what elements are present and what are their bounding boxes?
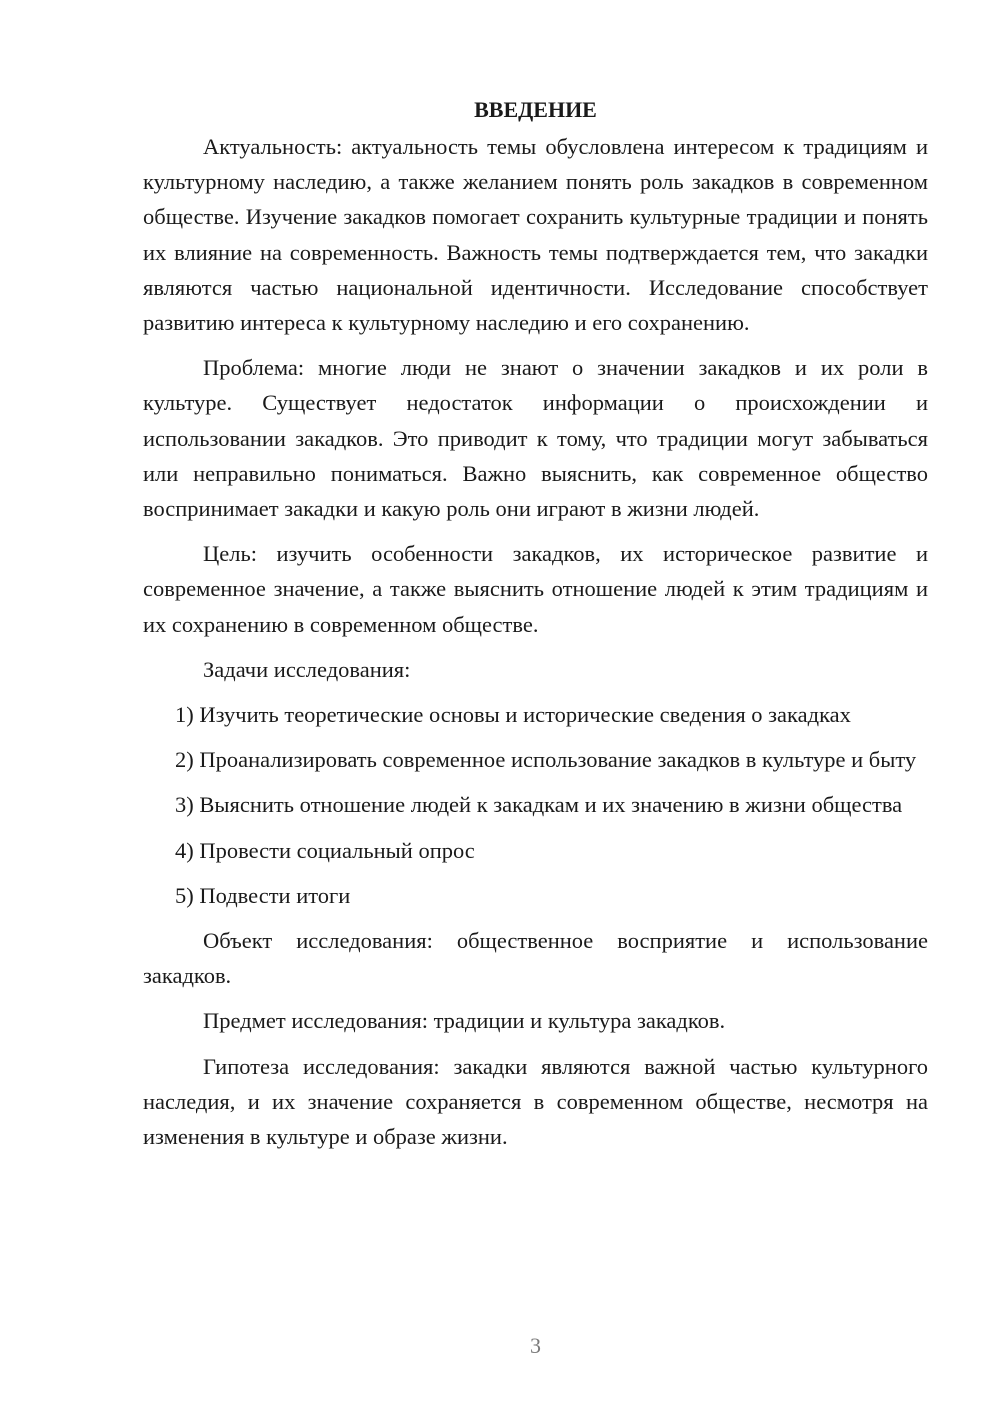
task-item: 5) Подвести итоги	[175, 882, 351, 908]
goal-paragraph: Цель: изучить особенности закадков, их историческое развитие и современное значение, а также выяснить отношение людей к этим традициям и их сохранению в современном обществе.	[143, 541, 928, 637]
tasks-list	[143, 697, 928, 913]
task-item: 1) Изучить теоретические основы и исторические сведения о закадках	[175, 702, 851, 728]
task-item: 2) Проанализировать современное использование закадков в культуре и быту	[175, 747, 917, 773]
task-item: 3) Выяснить отношение людей к закадкам и их значению в жизни общества	[175, 792, 903, 818]
page-body	[143, 92, 928, 1164]
subject-paragraph: Предмет исследования: традиции и культура закадков.	[203, 1008, 726, 1034]
object-paragraph: Объект исследования: общественное восприятие и использование закадков.	[143, 928, 928, 989]
problem-paragraph: Проблема: многие люди не знают о значении закадков и их роли в культуре. Существует недостаток информации о происхождении и использовании закадков. Это приводит к тому, что традиции могут забываться или неправильно пониматься. Важно выяснить, как современное общество воспринимает закадки и какую роль они играют в жизни людей.	[143, 355, 928, 522]
relevance-paragraph: Актуальность: актуальность темы обусловлена интересом к традициям и культурному наследию, а также желанием понять роль закадков в современном обществе. Изучение закадков помогает сохранить культурные традиции и понять их влияние на современность. Важность темы подтверждается тем, что закадки являются частью национальной идентичности. Исследование способствует развитию интереса к культурному наследию и его сохранению.	[143, 134, 928, 336]
tasks-heading: Задачи исследования:	[203, 656, 411, 682]
hypothesis-paragraph: Гипотеза исследования: закадки являются важной частью культурного наследия, и их значение сохраняется в современном обществе, несмотря на изменения в культуре и образе жизни.	[143, 1053, 928, 1150]
page-title: ВВЕДЕНИЕ	[474, 97, 597, 122]
page-number: 3	[530, 1333, 541, 1358]
task-item: 4) Провести социальный опрос	[175, 837, 475, 863]
